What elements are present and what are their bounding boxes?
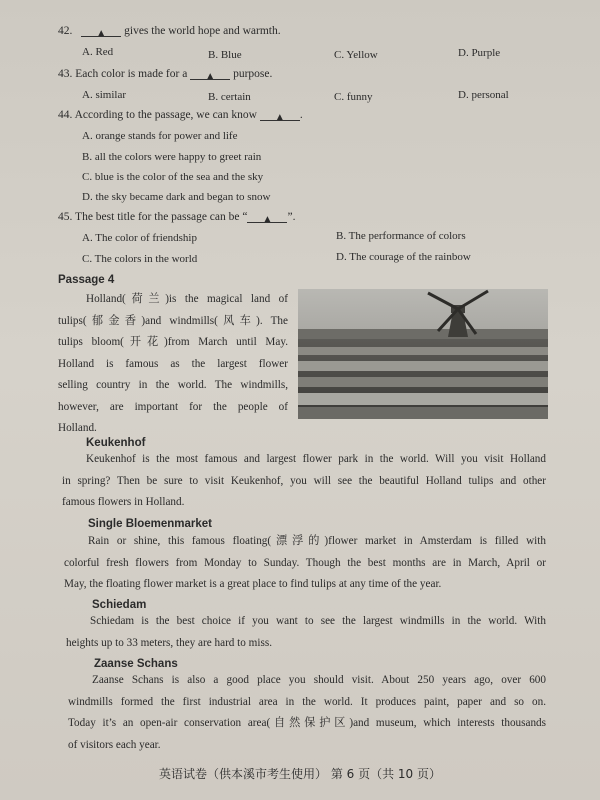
question-text: According to the passage, we can know (74, 109, 257, 121)
paragraph-line: May, the floating flower market is a great place to find tulips at any time of the year. (64, 578, 442, 590)
question-number: 44. (58, 109, 73, 121)
question-42 (58, 24, 281, 38)
intro-line: Holland. (58, 422, 97, 434)
option-d: D. the sky became dark and began to snow (82, 191, 271, 203)
question-43 (58, 67, 272, 81)
paragraph-line: in spring? Then be sure to visit Keukenhof, you will see the beautiful Holland tulips and other (62, 474, 546, 487)
answer-blank (81, 26, 121, 37)
question-45 (58, 210, 295, 224)
question-text-end: ”. (287, 211, 296, 223)
section-bloemenmarket (64, 531, 546, 596)
intro-line: tulips bloom(开花)from March until May. (58, 336, 288, 348)
option-b: B. Blue (208, 49, 242, 61)
section-heading-bloemenmarket: Single Bloemenmarket (88, 518, 212, 530)
passage-title: Passage 4 (58, 274, 115, 286)
triangle-icon: ▲ (274, 112, 285, 123)
paragraph-line: colorful fresh flowers from Monday to Sunday. Though the best months are in March, April or (64, 556, 546, 569)
question-text: gives the world hope and warmth. (124, 25, 281, 37)
paragraph-line: of visitors each year. (68, 738, 161, 751)
intro-line: tulips(郁金香)and windmills(风车). The (58, 314, 288, 327)
section-heading-zaanse-schans: Zaanse Schans (94, 658, 178, 670)
section-schiedam (66, 611, 546, 654)
option-d: D. personal (458, 89, 509, 101)
option-b: B. all the colors were happy to greet rain (82, 151, 262, 163)
question-text-end: . (299, 109, 303, 121)
answer-blank (247, 212, 287, 223)
option-c: C. funny (334, 91, 373, 103)
option-d: D. Purple (458, 47, 501, 59)
intro-line: selling country in the world. The windmills, (58, 379, 288, 391)
paragraph-line: Today it’s an open-air conservation area(自然保护区)and museum, which interests thousands (68, 717, 546, 729)
triangle-icon: ▲ (262, 214, 273, 225)
option-c: C. Yellow (334, 49, 378, 61)
paragraph-line: Rain or shine, this famous floating(漂浮的)flower market in Amsterdam is filled with (88, 535, 546, 547)
option-a: A. Red (82, 46, 114, 58)
paragraph-line: Keukenhof is the most famous and largest flower park in the world. Will you visit Holland (86, 453, 546, 465)
section-zaanse-schans (68, 670, 546, 756)
paragraph-line: famous flowers in Holland. (62, 496, 185, 508)
section-heading-schiedam: Schiedam (92, 599, 147, 611)
option-c: C. blue is the color of the sea and the sky (82, 171, 264, 183)
option-d: D. The courage of the rainbow (336, 251, 471, 263)
option-c: C. The colors in the world (82, 253, 198, 265)
option-a: A. similar (82, 89, 126, 101)
option-b: B. certain (208, 91, 251, 103)
intro-line: Holland(荷兰)is the magical land of (86, 293, 288, 305)
question-text: Each color is made for a (75, 68, 188, 80)
question-number: 45. (58, 211, 73, 223)
paragraph-line: Zaanse Schans is also a good place you should visit. About 250 years ago, over 600 (92, 674, 546, 686)
question-text: The best title for the passage can be “ (75, 211, 248, 223)
section-heading-keukenhof: Keukenhof (86, 437, 146, 449)
answer-blank (260, 110, 300, 121)
page-footer: 英语试卷（供本溪市考生使用） 第 6 页（共 10 页） (159, 767, 441, 781)
intro-line: Holland is famous as the largest flower (58, 357, 288, 370)
windmill-field-image (298, 289, 548, 419)
question-number: 42. (58, 25, 73, 37)
option-b: B. The performance of colors (336, 230, 466, 242)
question-number: 43. (58, 68, 73, 80)
paragraph-line: Schiedam is the best choice if you want to see the largest windmills in the world. With (90, 615, 546, 627)
option-a: A. orange stands for power and life (82, 130, 238, 142)
intro-paragraph (58, 289, 288, 440)
triangle-icon: ▲ (205, 71, 216, 82)
question-text-end: purpose. (233, 68, 273, 80)
paragraph-line: heights up to 33 meters, they are hard to miss. (66, 636, 272, 649)
windmill-tulip-photo (298, 289, 548, 419)
section-keukenhof (62, 449, 546, 514)
triangle-icon: ▲ (96, 28, 107, 39)
answer-blank (190, 69, 230, 80)
paragraph-line: windmills formed the first industrial area in the world. It produces paint, paper and so on. (68, 695, 546, 708)
option-a: A. The color of friendship (82, 232, 197, 244)
question-44 (58, 108, 303, 122)
intro-line: however, are important for the people of (58, 400, 288, 413)
